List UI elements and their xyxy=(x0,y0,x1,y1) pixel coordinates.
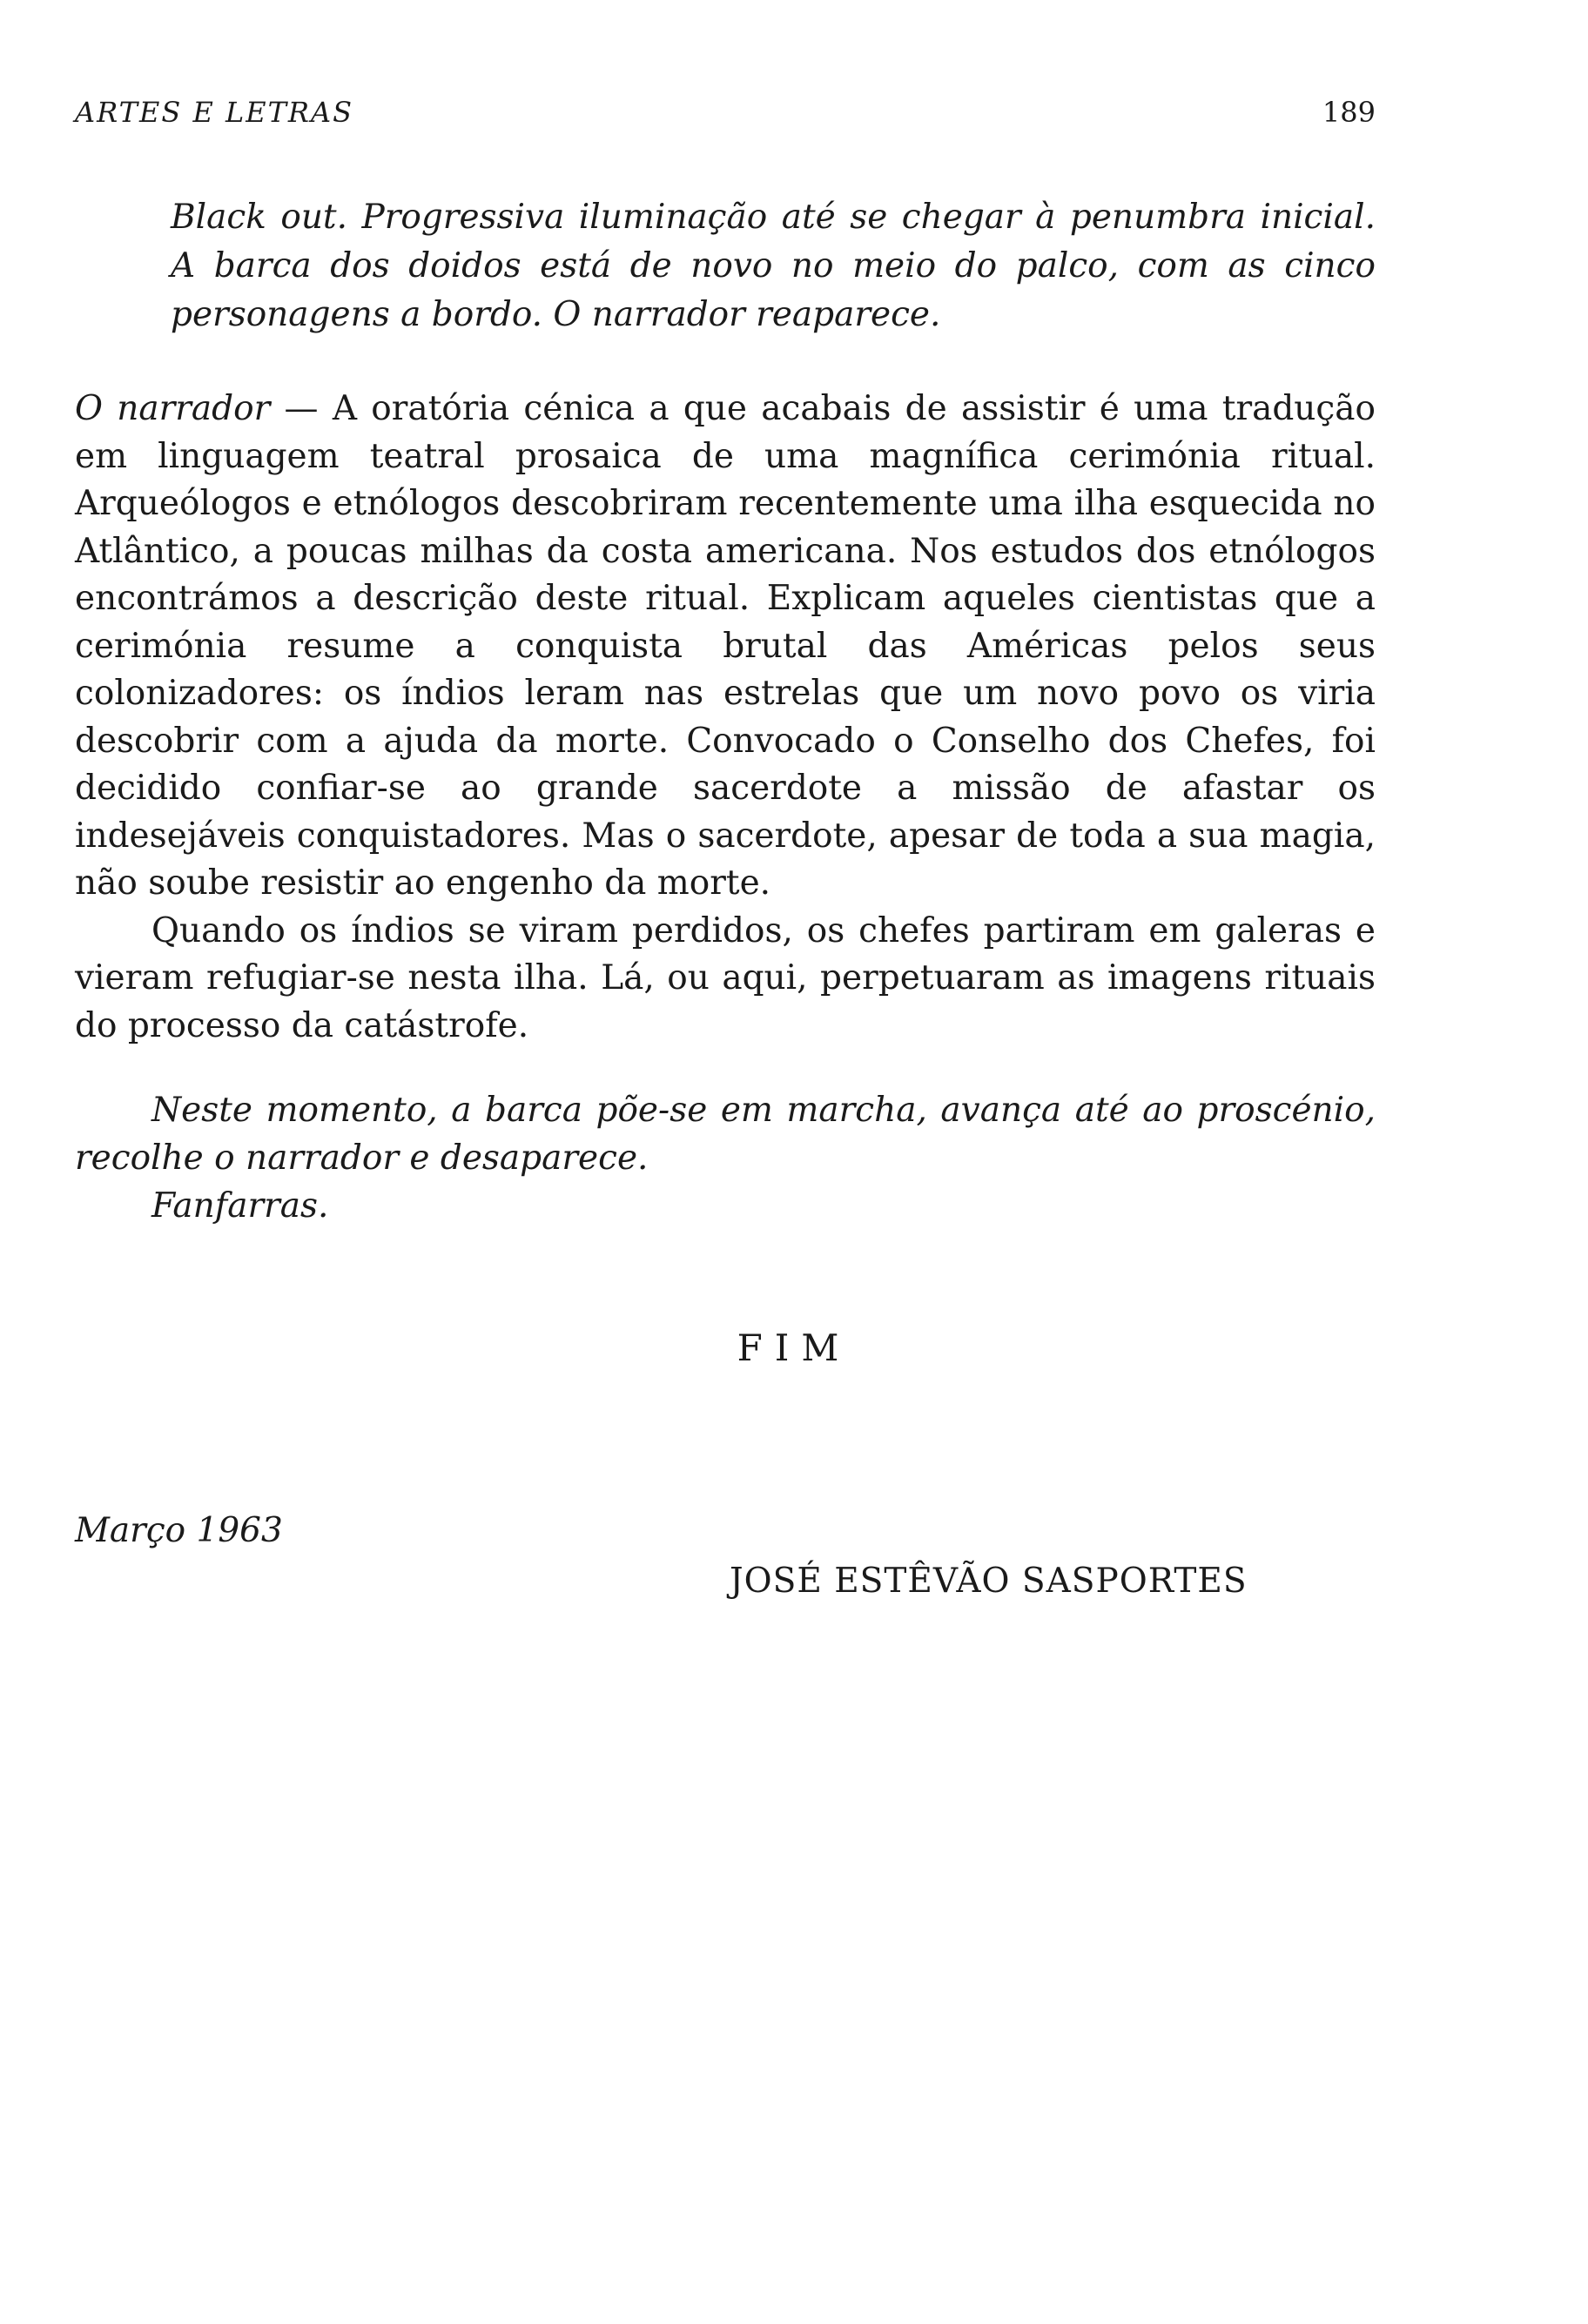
speech-paragraph: Quando os índios se viram perdidos, os chefes partiram em galeras e vieram refugiar-se nesta ilha. Lá, ou aqui, perpetuaram as imagens rituais do processo da catástrofe. xyxy=(75,910,1376,1045)
speech-text: A oratória cénica a que acabais de assistir é uma tradução em linguagem teatral prosaica de uma magnífica cerimónia ritual. Arqueólogos e etnólogos descobriram recentemente uma ilha esquecida no Atlântico, a poucas milhas da costa americana. Nos estudos dos etnólogos encontrámos a descrição deste ritual. Explicam aqueles cientistas que a cerimónia resume a conquista brutal das Américas pelos seus colonizadores: os índios leram nas estrelas que um novo povo os viria descobrir com a ajuda da morte. Convocado o Conselho dos Chefes, foi decidido confiar-se ao grande sacerdote a missão de afastar os indesejáveis conquistadores. Mas o sacerdote, apesar de toda a sua magia, não soube resistir ao engenho da morte. xyxy=(75,389,1376,903)
closing-direction-line: Neste momento, a barca põe-se em marcha, avança até ao proscénio, recolhe o narrador e desaparece. xyxy=(75,1091,1376,1178)
closing-stage-direction xyxy=(75,1086,1376,1230)
speech-dash: — xyxy=(270,389,333,428)
end-mark: FIM xyxy=(737,1327,851,1369)
running-title: ARTES E LETRAS xyxy=(75,96,354,129)
speaker-name: O narrador xyxy=(75,389,271,428)
date-line: Março 1963 xyxy=(75,1511,283,1550)
author-name: JOSÉ ESTÊVÃO SASPORTES xyxy=(730,1562,1248,1601)
running-header xyxy=(75,96,1376,138)
page-number: 189 xyxy=(1322,96,1376,129)
closing-direction-line: Fanfarras. xyxy=(151,1186,329,1226)
opening-stage-direction: Black out. Progressiva iluminação até se chegar à penumbra inicial. A barca dos doidos está de novo no meio do palco, com as cinco personagens a bordo. O narrador reaparece. xyxy=(171,198,1376,334)
narrator-speech xyxy=(75,386,1376,1050)
speech-paragraph xyxy=(75,386,1376,908)
